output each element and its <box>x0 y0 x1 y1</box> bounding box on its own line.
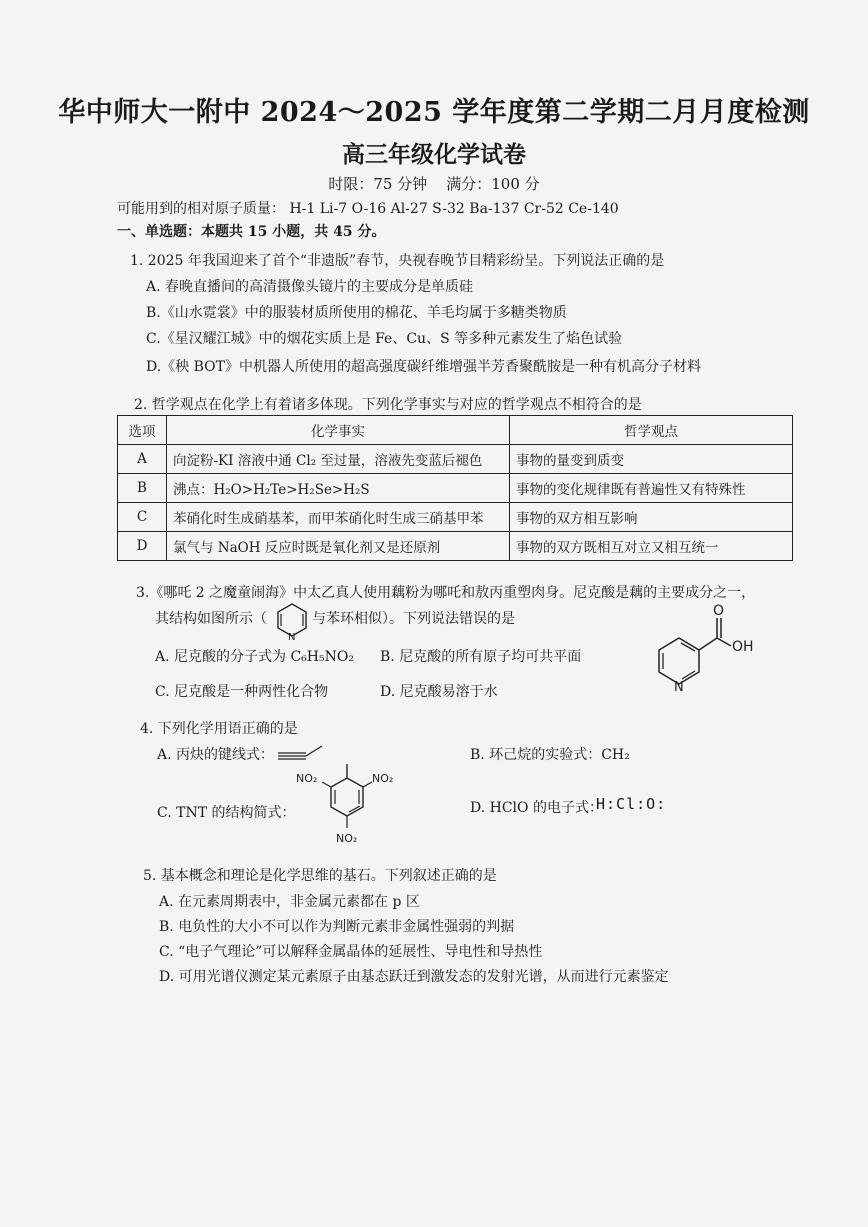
q3-option-b: B. 尼克酸的所有原子均可共平面 <box>380 649 582 665</box>
q1-option-a: A. 春晚直播间的高清摄像头镜片的主要成分是单质硅 <box>146 279 474 295</box>
q3-stem-line1: 3.《哪吒 2 之魔童闹海》中太乙真人使用藕粉为哪吒和敖丙重塑肉身。尼克酸是藕的主要成分之一， <box>136 585 756 601</box>
row-fact: 苯硝化时生成硝基苯，而甲苯硝化时生成三硝基甲苯 <box>167 503 510 532</box>
row-fact: 向淀粉-KI 溶液中通 Cl₂ 至过量，溶液先变蓝后褪色 <box>167 445 510 474</box>
row-fact: 沸点：H₂O>H₂Te>H₂Se>H₂S <box>167 474 510 503</box>
struct-n-label: N <box>674 680 684 695</box>
row-option: A <box>118 445 167 474</box>
row-fact: 氯气与 NaOH 反应时既是氧化剂又是还原剂 <box>167 532 510 561</box>
struct-oh-label: OH <box>732 639 754 655</box>
q4-option-b: B. 环己烷的实验式：CH₂ <box>470 747 630 763</box>
svg-text:N: N <box>288 632 296 642</box>
tnt-no2-right: NO₂ <box>372 772 394 785</box>
row-view: 事物的变化规律既有普遍性又有特殊性 <box>510 474 793 503</box>
q5-option-a: A. 在元素周期表中，非金属元素都在 p 区 <box>159 894 420 910</box>
q3-option-a: A. 尼克酸的分子式为 C₆H₅NO₂ <box>155 649 354 665</box>
exam-subtitle: 高三年级化学试卷 <box>342 141 526 168</box>
exam-title: 华中师大一附中 2024～2025 学年度第二学期二月月度检测 <box>58 97 810 128</box>
table-row <box>118 445 793 474</box>
q1-stem: 1. 2025 年我国迎来了首个“非遗版”春节，央视春晚节目精彩纷呈。下列说法正确的是 <box>130 253 665 269</box>
table-row <box>118 503 793 532</box>
row-view: 事物的双方既相互对立又相互统一 <box>510 532 793 561</box>
table-header-view: 哲学观点 <box>510 416 793 445</box>
q1-option-c: C.《星汉耀江城》中的烟花实质上是 Fe、Cu、S 等多种元素发生了焰色试验 <box>146 331 623 347</box>
table-row <box>118 474 793 503</box>
q3-stem-line2b: 与苯环相似）。下列说法错误的是 <box>312 611 515 627</box>
exam-info: 时限：75 分钟 满分：100 分 <box>328 175 540 193</box>
q4-option-a: A. 丙炔的键线式： <box>157 747 275 763</box>
propyne-skeletal-icon <box>276 742 328 762</box>
row-view: 事物的双方相互影响 <box>510 503 793 532</box>
hclo-electron-formula: H:Cl:O: <box>596 795 667 813</box>
atomic-masses: 可能用到的相对原子质量： H-1 Li-7 O-16 Al-27 S-32 Ba-137 Cr-52 Ce-140 <box>117 201 619 217</box>
table-row <box>118 532 793 561</box>
q5-option-b: B. 电负性的大小不可以作为判断元素非金属性强弱的判据 <box>159 919 515 935</box>
table-header-row <box>118 416 793 445</box>
q2-stem: 2. 哲学观点在化学上有着诸多体现。下列化学事实与对应的哲学观点不相符合的是 <box>134 397 642 413</box>
q2-table <box>117 415 793 561</box>
q1-option-d: D.《秧 BOT》中机器人所使用的超高强度碳纤维增强半芳香聚酰胺是一种有机高分子材料 <box>146 359 701 375</box>
row-view: 事物的量变到质变 <box>510 445 793 474</box>
q1-option-b: B.《山水霓裳》中的服装材质所使用的棉花、羊毛均属于多糖类物质 <box>146 305 567 321</box>
nicotinic-acid-structure <box>645 600 765 695</box>
q3-option-d: D. 尼克酸易溶于水 <box>380 684 498 700</box>
q4-option-c: C. TNT 的结构简式： <box>157 805 296 821</box>
q3-stem-line2a: 其结构如图所示（ <box>155 611 267 627</box>
tnt-structure <box>290 762 410 854</box>
tnt-no2-left: NO₂ <box>296 772 318 785</box>
section-heading: 一、单选题：本题共 15 小题，共 45 分。 <box>117 224 386 240</box>
q5-option-d: D. 可用光谱仪测定某元素原子由基态跃迁到激发态的发射光谱，从而进行元素鉴定 <box>159 969 669 985</box>
pyridine-ring-icon <box>272 600 312 642</box>
table-header-fact: 化学事实 <box>167 416 510 445</box>
row-option: C <box>118 503 167 532</box>
q5-option-c: C. “电子气理论”可以解释金属晶体的延展性、导电性和导热性 <box>159 944 543 960</box>
q5-stem: 5. 基本概念和理论是化学思维的基石。下列叙述正确的是 <box>143 868 497 884</box>
tnt-no2-bottom: NO₂ <box>336 832 358 845</box>
q4-option-d: D. HClO 的电子式： <box>470 800 603 816</box>
struct-o-label: O <box>713 603 725 619</box>
table-header-option: 选项 <box>118 416 167 445</box>
q3-option-c: C. 尼克酸是一种两性化合物 <box>155 684 329 700</box>
row-option: D <box>118 532 167 561</box>
q4-stem: 4. 下列化学用语正确的是 <box>140 721 298 737</box>
row-option: B <box>118 474 167 503</box>
